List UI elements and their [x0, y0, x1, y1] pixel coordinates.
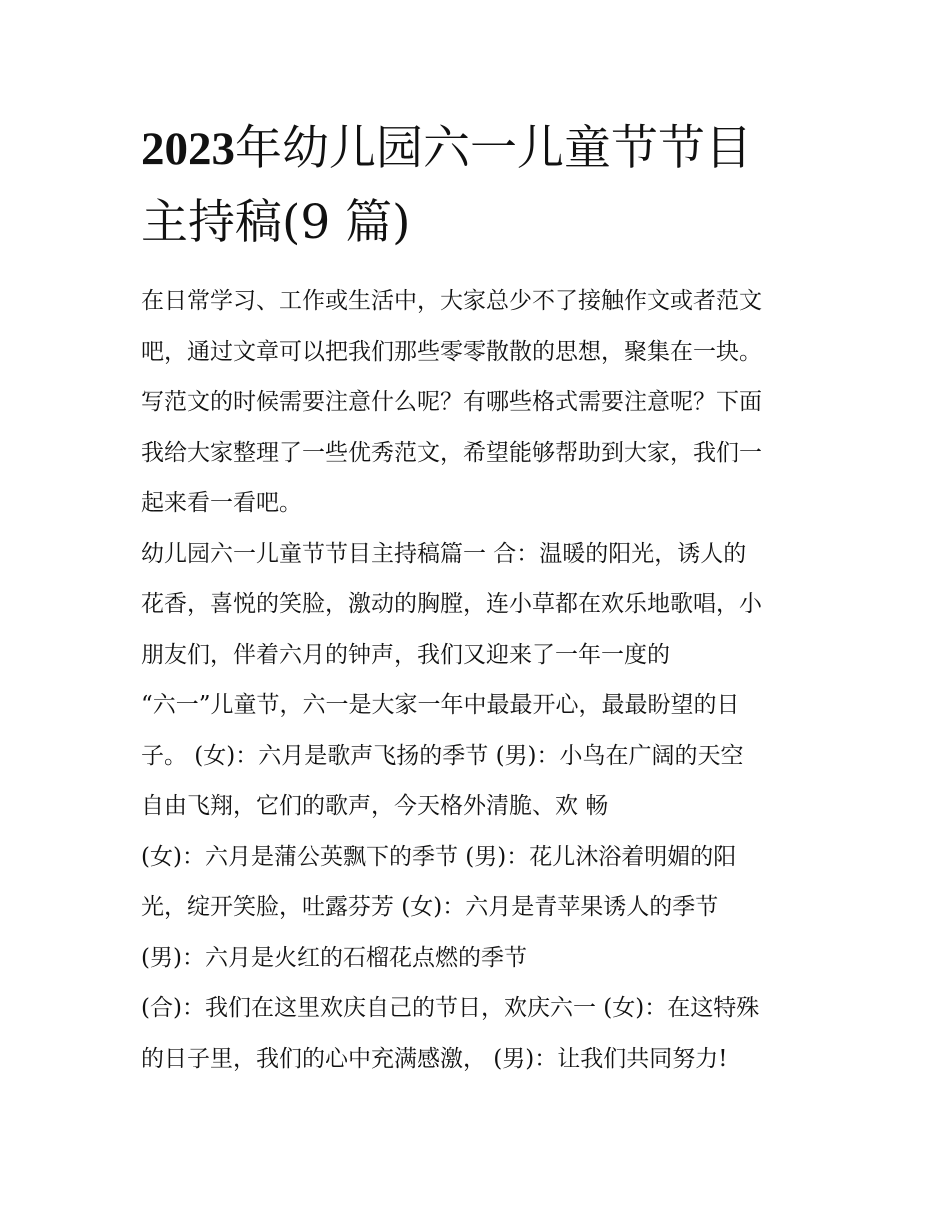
body-line: 光，绽开笑脸，吐露芬芳 (女)：六月是青苹果诱人的季节: [141, 894, 719, 920]
body-line: 在日常学习、工作或生活中，大家总少不了接触作文或者范文: [141, 288, 762, 314]
body-line: 的日子里，我们的心中充满感激， (男)：让我们共同努力!: [141, 1045, 728, 1072]
body-line: (女)：六月是蒲公英飘下的季节 (男)：花儿沐浴着明媚的阳: [141, 843, 737, 870]
document-title: [141, 112, 831, 260]
title-line-2: 主持稿(9 篇): [141, 195, 411, 250]
body-line: 我给大家整理了一些优秀范文，希望能够帮助到大家，我们一: [141, 439, 762, 466]
body-line: 起来看一看吧。: [141, 490, 302, 516]
body-line: 子。 (女)：六月是歌声飞扬的季节 (男)：小鸟在广阔的天空: [141, 742, 744, 769]
body-line: (男)：六月是火红的石榴花点燃的季节: [141, 944, 527, 971]
body-line: 自由飞翔，它们的歌声，今天格外清脆、欢 畅: [141, 793, 609, 819]
body-line: 吧，通过文章可以把我们那些零零散散的思想，聚集在一块。: [141, 338, 762, 365]
title-year: 2023: [141, 123, 235, 175]
title-line-1: [141, 112, 831, 186]
body-line: (合)：我们在这里欢庆自己的节日，欢庆六一 (女)：在这特殊: [141, 995, 760, 1021]
body-line: 写范文的时候需要注意什么呢？有哪些格式需要注意呢？下面: [141, 389, 762, 415]
title-line-1-text: 年幼儿园六一儿童节节目: [235, 121, 752, 176]
body-line: 幼儿园六一儿童节节目主持稿篇一 合：温暖的阳光，诱人的: [141, 540, 747, 567]
body-line: “六一”儿童节，六一是大家一年中最最开心，最最盼望的日: [141, 692, 740, 718]
body-line: 花香，喜悦的笑脸，激动的胸膛，连小草都在欢乐地歌唱，小: [141, 591, 762, 617]
body-line: 朋友们，伴着六月的钟声，我们又迎来了一年一度的: [141, 641, 670, 668]
document-body: [141, 276, 831, 1084]
